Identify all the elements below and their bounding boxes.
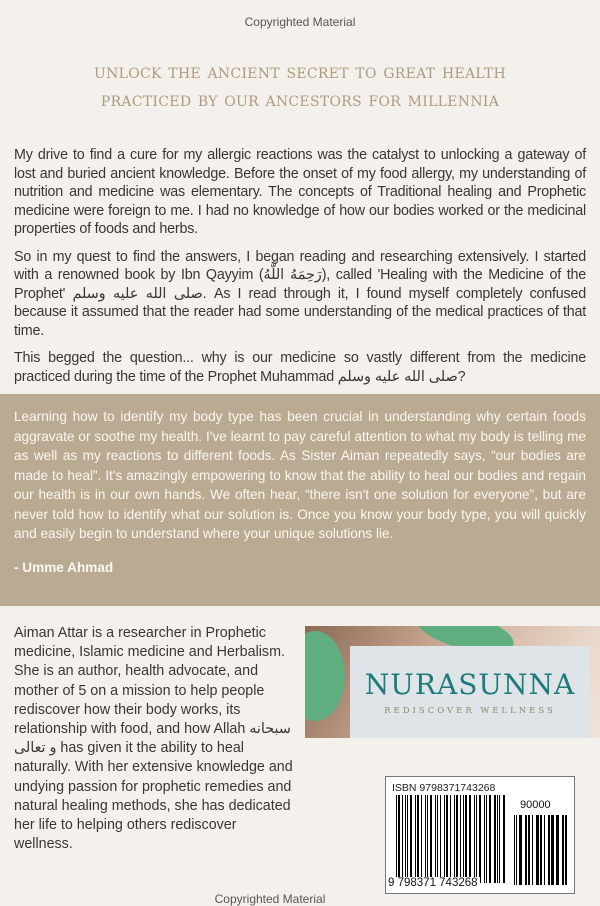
brand-photo xyxy=(305,626,600,738)
barcode-bar xyxy=(562,815,564,885)
barcode-bar xyxy=(544,815,546,885)
isbn-label: ISBN 9798371743268 xyxy=(392,782,496,794)
headline-line-2: practiced by our ancestors for millennia xyxy=(100,88,500,111)
logo-card xyxy=(350,646,590,738)
barcode-bar xyxy=(514,815,515,885)
copyright-notice-top: Copyrighted Material xyxy=(244,15,356,29)
testimonial-band xyxy=(0,394,600,606)
barcode-bars xyxy=(396,795,506,883)
intro-text xyxy=(14,146,586,394)
barcode-bar xyxy=(421,795,422,883)
leaf-icon xyxy=(305,631,345,721)
barcode-bar xyxy=(450,795,451,883)
barcode-number: 9 798371 743268 xyxy=(388,877,478,889)
addon-bars xyxy=(514,815,569,885)
barcode-bar xyxy=(415,795,416,883)
barcode-bar xyxy=(484,795,485,883)
barcode-bar xyxy=(430,795,432,883)
brand-tagline: REDISCOVER WELLNESS xyxy=(384,706,556,716)
barcode-bar xyxy=(407,795,408,883)
barcode-bar xyxy=(444,795,445,883)
barcode-bar xyxy=(417,795,419,883)
barcode-bar xyxy=(536,815,539,885)
barcode-bar xyxy=(499,795,500,883)
barcode-bar xyxy=(494,795,496,883)
intro-paragraph: My drive to find a cure for my allergic reactions was the catalyst to unlocking a gateway of lost and buried ancient knowledge. Before the onset of my food allergy, my understanding of nutrition and medicine was elementary. The concepts of Traditional healing and Prophetic medicine were foreign to me. I had no knowledge of how our bodies worked or the medicinal properties of foods and herbs. xyxy=(14,147,586,237)
barcode-bar xyxy=(503,795,505,883)
barcode-bar xyxy=(440,795,441,883)
barcode-bar xyxy=(446,795,448,883)
barcode-bar xyxy=(469,795,471,883)
barcode-bar xyxy=(486,795,487,883)
intro-paragraph: So in my quest to find the answers, I began reading and researching extensively. I started with a renowned book by Ibn Qayyim (رَحِمَهُ اللَّهُ), called 'Healing with the Medicine of the Prophet' صلى الله عليه وسلم. As I read through it, I found myself completely confused because it assumed that the reader had some understanding of the medical practices of that time. xyxy=(14,248,586,339)
headline xyxy=(20,58,580,114)
barcode-bar xyxy=(456,795,457,883)
barcode-bar xyxy=(519,815,522,885)
barcode-bar xyxy=(548,815,550,885)
barcode-bar xyxy=(463,795,464,883)
testimonial-author: - Umme Ahmad xyxy=(14,559,114,575)
content-flow xyxy=(0,146,600,906)
author-bio: Aiman Attar is a researcher in Prophetic medicine, Islamic medicine and Herbalism. She is an author, health advocate, and mother of 5 on a mission to help people rediscover how their body works, its relationship with food, and how Allah سبحانه و تعالى has given it the ability to heal naturally. With her extensive knowledge and undying passion for prophetic remedies and natural healing methods, she has dedicated her life to helping others rediscover wellness. xyxy=(14,625,293,853)
intro-paragraph: This begged the question... why is our medicine so vastly different from the medicine practiced during the time of the Prophet Muhammad صلى الله عليه وسلم? xyxy=(14,350,586,385)
barcode-bar xyxy=(474,795,475,883)
barcode-bar xyxy=(551,815,554,885)
testimonial-text: Learning how to identify my body type has been crucial in understanding why certain foods aggravate or soothe my health. I've learnt to pay careful attention to what my body is telling me as well as my reactions to different foods. As Sister Aiman repeatedly says, “our bodies are made to heal”. It's amazingly empowering to know that the ability to heal our bodies and regain our health is in our own hands. We often hear, “there isn't one solution for everyone”, but are never told how to identify what our solution is. Once you know your body type, you will quickly and easily begin to understand where your unique solutions lie. xyxy=(14,409,586,541)
barcode-bar xyxy=(476,795,477,883)
barcode-bar xyxy=(402,795,403,883)
copyright-notice-bottom: Copyrighted Material xyxy=(214,892,326,906)
barcode-bar xyxy=(516,815,517,885)
price-addon: 90000 xyxy=(520,799,551,811)
barcode-bar xyxy=(525,815,527,885)
barcode-bar xyxy=(398,795,399,883)
author-section xyxy=(0,606,600,906)
barcode-bar xyxy=(479,795,481,883)
brand-logo: NURASUNNA xyxy=(364,668,576,701)
barcode-bar xyxy=(565,815,567,885)
barcode-bar xyxy=(497,795,498,883)
isbn-barcode xyxy=(385,776,575,894)
barcode-bar xyxy=(405,795,406,883)
barcode-bar xyxy=(437,795,438,883)
barcode-bar xyxy=(465,795,467,883)
barcode-bar xyxy=(540,815,542,885)
barcode-bar xyxy=(435,795,436,883)
headline-line-1: unlock the ancient secret to great health xyxy=(94,60,506,83)
barcode-bar xyxy=(460,795,461,883)
barcode-bar xyxy=(454,795,455,883)
barcode-bar xyxy=(427,795,428,883)
barcode-bar xyxy=(410,795,411,883)
barcode-bar xyxy=(556,815,559,885)
barcode-bar xyxy=(532,815,533,885)
barcode-bar xyxy=(425,795,426,883)
barcode-bar xyxy=(528,815,530,885)
barcode-bar xyxy=(396,795,397,883)
barcode-bar xyxy=(489,795,490,883)
